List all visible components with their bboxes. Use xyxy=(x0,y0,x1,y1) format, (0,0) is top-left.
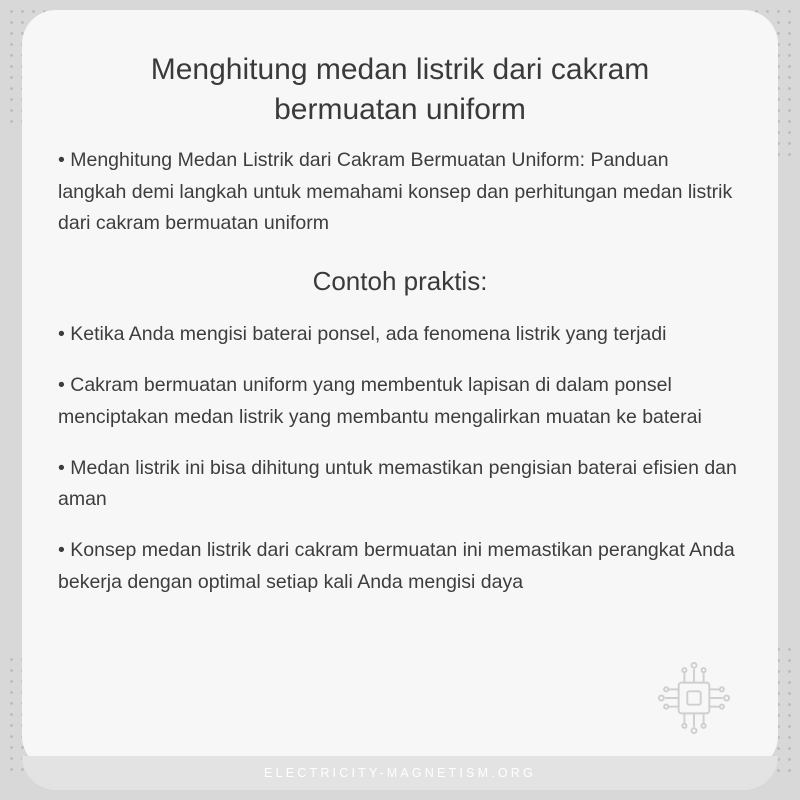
list-item: • Cakram bermuatan uniform yang membentuk lapisan di dalam ponsel menciptakan medan listrik yang membantu mengalirkan muatan ke baterai xyxy=(58,374,702,428)
footer-site-name: ELECTRICITY-MAGNETISM.ORG xyxy=(264,766,536,780)
list-item: • Medan listrik ini bisa dihitung untuk memastikan pengisian baterai efisien dan aman xyxy=(58,456,737,511)
circuit-chip-icon xyxy=(646,650,742,746)
bullet-list xyxy=(58,319,742,599)
page-title: Menghitung medan listrik dari cakram bermuatan uniform xyxy=(150,53,650,126)
list-item: • Konsep medan listrik dari cakram bermuatan ini memastikan perangkat Anda bekerja dengan optimal setiap kali Anda mengisi daya xyxy=(58,539,735,593)
section-subtitle: Contoh praktis: xyxy=(312,265,488,296)
list-item: • Ketika Anda mengisi baterai ponsel, ada fenomena listrik yang terjadi xyxy=(58,322,667,345)
intro-paragraph: • Menghitung Medan Listrik dari Cakram Bermuatan Uniform: Panduan langkah demi langkah untuk memahami konsep dan perhitungan medan listrik dari cakram bermuatan uniform xyxy=(58,149,733,235)
footer-bar xyxy=(22,756,778,790)
